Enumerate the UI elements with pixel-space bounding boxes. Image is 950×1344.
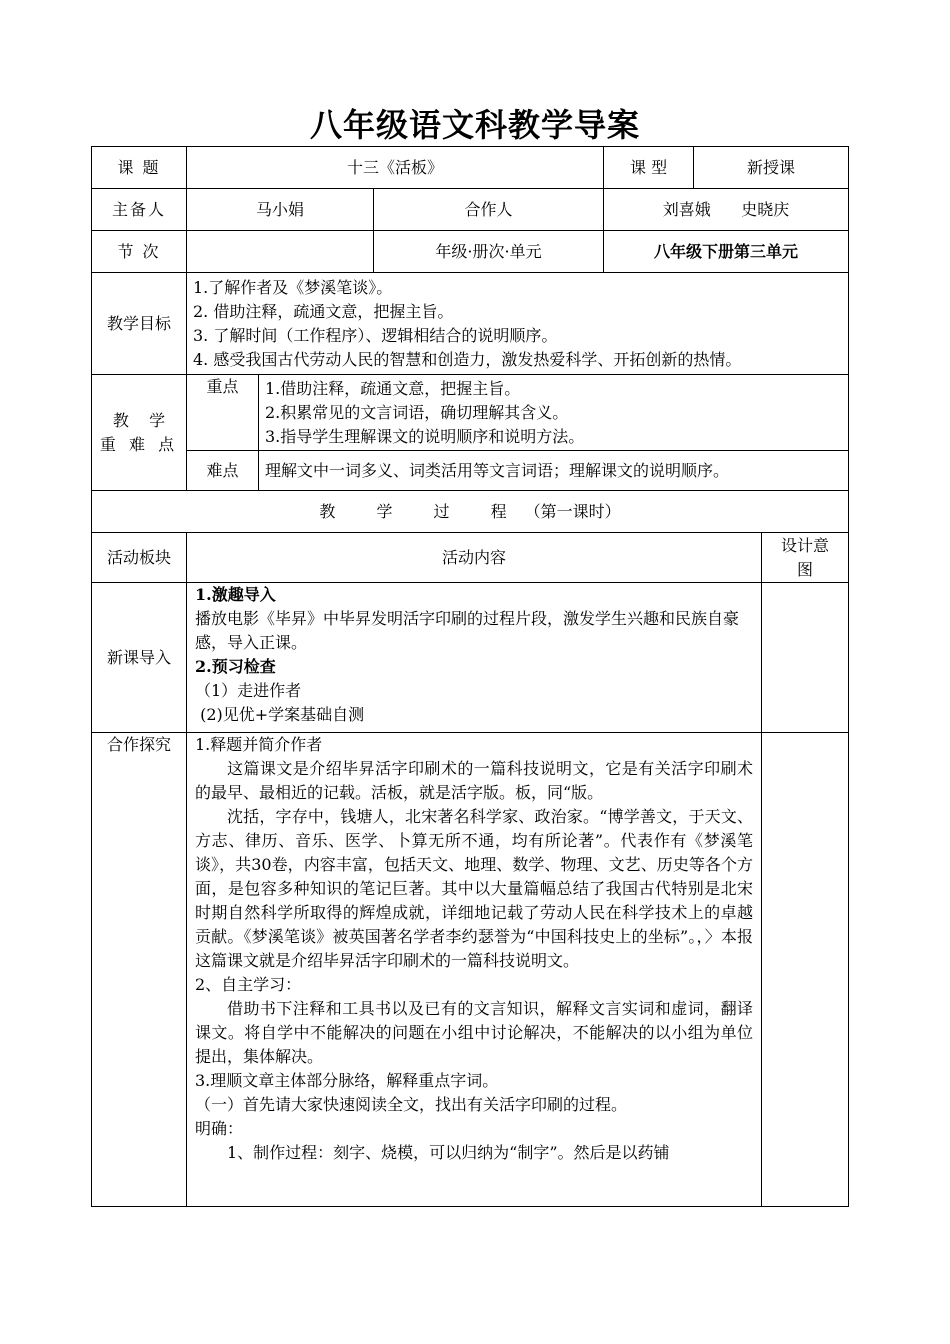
explore-section: 3.理顺文章主体部分脉络，解释重点字词。 bbox=[195, 1071, 499, 1090]
explore-paragraph: 明确： bbox=[195, 1119, 244, 1138]
grade-value: 八年级下册第三单元 bbox=[604, 231, 849, 273]
key-point-item: 3.指导学生理解课文的说明顺序和说明方法。 bbox=[265, 426, 585, 446]
col-block-header: 活动板块 bbox=[92, 533, 187, 583]
explore-section: 1.释题并简介作者 bbox=[195, 735, 323, 754]
explore-paragraph: 1、制作过程：刻字、烧模，可以归纳为“制字”。然后是以药铺 bbox=[227, 1143, 670, 1162]
col-design-header: 设计意图 bbox=[762, 533, 849, 583]
page-title: 八年级语文科教学导案 bbox=[309, 106, 640, 144]
goal-item: 3. 了解时间（工作程序）、逻辑相结合的说明顺序。 bbox=[193, 325, 558, 345]
intro-heading: 1.激趣导入 bbox=[195, 585, 276, 604]
explore-content bbox=[187, 733, 762, 1207]
explore-section: 2、自主学习： bbox=[195, 975, 302, 994]
grade-label: 年级·册次·单元 bbox=[374, 231, 604, 273]
explore-design bbox=[762, 733, 849, 1207]
hard-points-text: 理解文中一词多义、词类活用等文言词语；理解课文的说明顺序。 bbox=[259, 451, 849, 491]
type-value: 新授课 bbox=[694, 147, 849, 189]
lesson-plan-table bbox=[91, 146, 849, 1207]
topic-value: 十三《活板》 bbox=[187, 147, 604, 189]
intro-paragraph: （1）走进作者 bbox=[195, 681, 302, 700]
difficulty-label: 教 学 重 难 点 bbox=[92, 375, 187, 491]
partner-label: 合作人 bbox=[374, 189, 604, 231]
intro-paragraph: 播放电影《毕昇》中毕昇发明活字印刷的过程片段，激发学生兴趣和民族自豪感，导入正课。 bbox=[195, 609, 740, 652]
hard-points-label: 难点 bbox=[187, 451, 259, 491]
preparer-value: 马小娟 bbox=[187, 189, 374, 231]
explore-paragraph: （一）首先请大家快速阅读全文，找出有关活字印刷的过程。 bbox=[195, 1095, 628, 1114]
session-label: 节 次 bbox=[92, 231, 187, 273]
process-heading: 教 学 过 程（第一课时） bbox=[92, 491, 849, 533]
goal-item: 4. 感受我国古代劳动人民的智慧和创造力，激发热爱科学、开拓创新的热情。 bbox=[193, 349, 742, 369]
goals-label: 教学目标 bbox=[92, 273, 187, 375]
goal-item: 2. 借助注释，疏通文意，把握主旨。 bbox=[193, 301, 454, 321]
explore-paragraph: 沈括，字存中，钱塘人，北宋著名科学家、政治家。“博学善文，于天文、方志、律历、音乐、医学、卜算无所不通，均有所论著”。代表作有《梦溪笔谈》，共30卷，内容丰富，包括天文、地理、数学、物理、文艺、历史等各个方面，是包容多种知识的笔记巨著。其中以大量篇幅总结了我国古代特别是北宋时期自然科学所取得的辉煌成就，详细地记载了劳动人民在科学技术上的卓越贡献。《梦溪笔谈》被英国著名学者李约瑟誉为“中国科技史上的坐标”。，〉本报这篇课文就是介绍毕昇活字印刷术的一篇科技说明文。 bbox=[195, 807, 754, 970]
explore-label: 合作探究 bbox=[92, 733, 187, 1207]
goal-item: 1.了解作者及《梦溪笔谈》。 bbox=[193, 277, 393, 297]
goals-list bbox=[187, 273, 849, 375]
key-point-item: 1.借助注释，疏通文意，把握主旨。 bbox=[265, 378, 521, 398]
key-point-item: 2.积累常见的文言词语，确切理解其含义。 bbox=[265, 402, 569, 422]
explore-paragraph: 这篇课文是介绍毕昇活字印刷术的一篇科技说明文，它是有关活字印刷术的最早、最相近的记载。活板，就是活字版。板，同“版。 bbox=[195, 759, 754, 802]
intro-paragraph: (2)见优+学案基础自测 bbox=[195, 705, 365, 724]
session-value bbox=[187, 231, 374, 273]
intro-heading: 2.预习检查 bbox=[195, 657, 276, 676]
preparer-label: 主备人 bbox=[92, 189, 187, 231]
col-content-header: 活动内容 bbox=[187, 533, 762, 583]
intro-design bbox=[762, 583, 849, 733]
topic-label: 课 题 bbox=[92, 147, 187, 189]
explore-paragraph: 借助书下注释和工具书以及已有的文言知识，解释文言实词和虚词，翻译课文。将自学中不能解决的问题在小组中讨论解决，不能解决的以小组为单位提出，集体解决。 bbox=[195, 999, 754, 1066]
type-label: 课 型 bbox=[604, 147, 694, 189]
key-points-list bbox=[259, 375, 849, 451]
intro-content bbox=[187, 583, 762, 733]
key-points-label: 重点 bbox=[187, 375, 259, 451]
intro-label: 新课导入 bbox=[92, 583, 187, 733]
partner-value: 刘喜娥 史晓庆 bbox=[604, 189, 849, 231]
